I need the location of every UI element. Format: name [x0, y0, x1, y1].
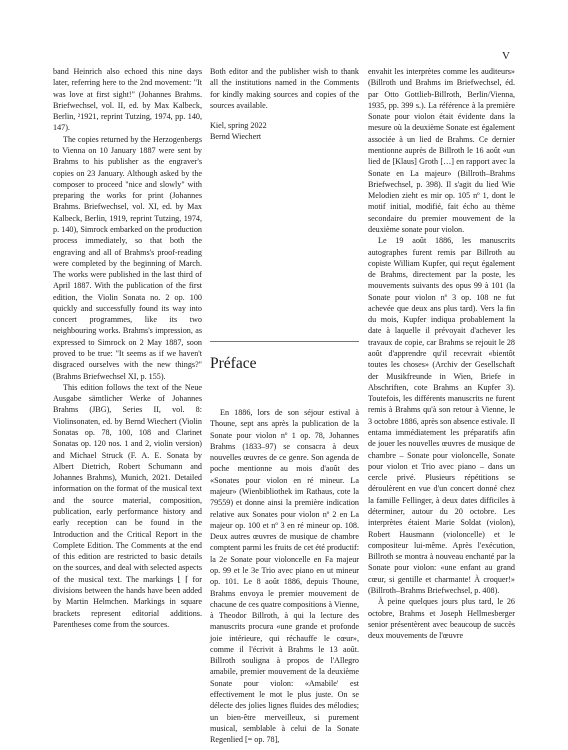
paragraph: This edition follows the text of the Neue Ausgabe sämtlicher Werke of Johannes Brahms (JBG), Series II, vol. 8: Violinsonaten, ed. by Bernd Wiechert (Violin Sonatas op. 78, 100, 108 and Clarinet Sonatas op. 120 nos. 1 and 2, violin version) and Michael Struck (F. A. E. Sonata by Albert Dietrich, Robert Schumann and Johannes Brahms), Munich, 2021. Detailed information on the format of the musical text and the source material, composition, publication, early performance history and early reception can be found in the Introduction and the Critical Report in the Complete Edition. The Comments at the end of this edition are restricted to basic details on the sources, and deal with selected aspects of the musical text. The markings ⌊ ⌈ for divisions between the hands have been added by Martin Helmchen. Markings in square brackets represent editorial additions. Parentheses come from the sources.	[53, 382, 202, 629]
section-divider	[210, 341, 359, 342]
english-column-2	[210, 66, 359, 143]
signature-place-date: Kiel, spring 2022	[210, 121, 267, 131]
signature-name: Bernd Wiechert	[210, 132, 262, 142]
preface-heading: Préface	[210, 355, 257, 372]
english-column-1	[53, 66, 202, 630]
paragraph: band Heinrich also echoed this nine days later, referring here to the 2nd movement: "It was love at first sight!" (Johannes Brahms. Briefwechsel, vol. II, ed. by Max Kalbeck, Berlin, ²1921, reprint Tutzing, 1974, pp. 140, 147).	[53, 67, 202, 133]
paragraph: En 1886, lors de son séjour estival à Thoune, sept ans après la publication de la Sonate pour violon nº 1 op. 78, Johannes Brahms (1833–97) se consacra à deux nouvelles œuvres de ce genre. Son agenda de poche mentionne au mois d'août des «Sonates pour violon en ré mineur. La majeur» (Wienbibliothek im Rathaus, cote la 79559) et donne ainsi la première indication relative aux Sonates pour violon nº 2 en La majeur op. 100 et nº 3 en ré mineur op. 108. Deux autres œuvres de musique de chambre comptent parmi les fruits de cet été productif: la 2e Sonate pour violoncelle en Fa majeur op. 99 et le 3e Trio avec piano en ut mineur op. 101. Le 8 août 1886, depuis Thoune, Brahms envoya le premier mouvement de chacune de ces quatre compositions à Vienne, à Theodor Billroth, à qui la lecture des manuscrits procura «une grande et profonde joie intérieure, qui réchauffe le cœur», comme il l'écrivit à Brahms le 13 août. Billroth souligna à propos de l'Allegro amabile, premier mouvement de la deuxième Sonate pour violon: «Amabile' est effectivement le mot le plus juste. On se délecte des jolies lignes fluides des mélodies; un bien-être merveilleux, si purement musical, semblable à celui de la Sonate Regenlied [= op. 78],	[210, 408, 359, 745]
paragraph: Both editor and the publisher wish to thank all the institutions named in the Comments for kindly making sources and copies of the sources available.	[210, 67, 359, 110]
paragraph: The copies returned by the Herzogenbergs to Vienna on 10 January 1887 were sent by Brahms to his publisher as the engraver's copies on 23 January. Although asked by the composer to proceed "nice and slowly" with preparing the works for print (Johannes Brahms. Briefwechsel, vol. XI, ed. by Max Kalbeck, Berlin, 1919, reprint Tutzing, 1974, p. 140), Simrock embarked on the production process immediately, so that both the engraving and all of Brahms's proof-reading were completed by the beginning of March. The works were published in the last third of April 1887. With the publication of the first edition, the Violin Sonata no. 2 op. 100 quickly and successfully found its way into concert programmes, like its two neighbouring works. Brahms's impression, as expressed to Simrock on 2 May 1887, soon proved to be true: "It seems as if we haven't disgraced ourselves with the new things?" (Brahms Briefwechsel XI, p. 155).	[53, 134, 202, 381]
signature	[210, 120, 359, 143]
paragraph: Le 19 août 1886, les manuscrits autographes furent remis par Billroth au copiste William Kupfer, qui reçut également de Brahms, directement par la poste, les mouvements suivants des opus 99 à 101 (la Sonate pour violon nº 3 op. 108 ne fut achevée que deux ans plus tard). Vers la fin du mois, Kupfer indiqua probablement la date à laquelle il prévoyait d'achever les travaux de copie, car Brahms se rejouit le 28 août d'apprendre qu'il recevrait «bientôt toutes les choses» (Archiv der Gesellschaft der Musikfreunde in Wien, Briefe in Abschriften, cote Brahms an Kupfer 3). Toutefois, les différents manuscrits ne furent remis à Brahms qu'à son retour à Vienne, le 3 octobre 1886, après son absence estivale. Il entama immédiatement les préparatifs afin de jouer les nouvelles œuvres de musique de chambre – Sonate pour violoncelle, Sonate pour violon et Trio avec piano – dans un cercle privé. Plusieurs répétitions se déroulèrent en vue d'un concert donné chez la famille Fellinger, à deux dates difficiles à déterminer, autour du 20 octobre. Les interprètes étaient Marie Soldat (violon), Robert Hausmann (violoncelle) et le compositeur lui-même. Après l'exécution, Billroth se montra à nouveau enchanté par la Sonate pour violon: «une enfant au grand cœur, si gentille et charmante! À croquer!» (Billroth–Brahms Briefwechsel, p. 408).	[368, 236, 515, 595]
french-column-3	[368, 66, 515, 641]
french-column-2	[210, 407, 359, 745]
paragraph: envahit les interprètes comme les auditeurs» (Billroth und Brahms im Briefwechsel, éd. par Otto Gottlieb-Billroth, Berlin/Vienna, 1935, pp. 399 s.). La référence à la première Sonate pour violon était évidente dans la mesure où la deuxième Sonate est également associée à un lied de Brahms. Ce dernier mentionne auprès de Billroth le 16 août «un lied de [Klaus] Groth […] en rapport avec la Sonate en La majeur» (Billroth–Brahms Briefwechsel, p. 398). Il s'agit du lied Wie Melodien zieht es mir op. 105 nº 1, dont le motif initial, modifié, fait écho au thème secondaire du premier mouvement de la deuxième sonate pour violon.	[368, 67, 515, 234]
page-number: V	[502, 50, 510, 62]
paragraph: À peine quelques jours plus tard, le 26 octobre, Brahms et Joseph Hellmesberger senior présentèrent avec beaucoup de succès deux mouvements de l'œuvre	[368, 597, 515, 641]
